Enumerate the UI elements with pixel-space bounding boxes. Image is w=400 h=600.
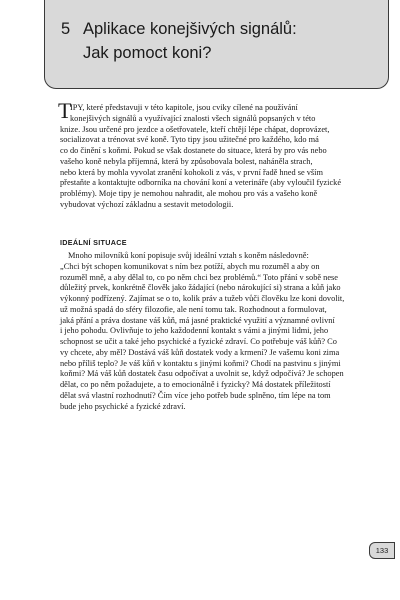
paragraph-line: už možná spadá do sféry filozofie, ale není tomu tak. Rozhodnout a formulovat, [60,304,327,314]
intro-paragraph [58,98,360,211]
drop-cap: T [58,98,72,123]
paragraph-line: koňmi? Má váš kůň dostatek času odpočívat a uvolnit se, když odpočívá? Je schopen [60,369,344,379]
paragraph-line: Mnoho milovníků koní popisuje svůj ideální vztah s koněm následovně: [68,251,309,260]
paragraph-line: vy chcete, aby měl? Dostává váš kůň dostatek vody a krmení? Je vašemu koni zima [60,347,340,357]
paragraph-line: rozuměl mně, a aby dělal to, co po něm chci bez problémů.“ Toto přání v sobě nese [60,272,338,282]
paragraph-line: knize. Jsou určené pro jezdce a ošetřovatele, kteří chtějí lépe chápat, doprovázet, [60,124,330,134]
paragraph-line: bude jeho psychické a fyzické zdraví. [60,401,186,411]
chapter-title-line: Jak pomoct koni? [83,44,212,62]
paragraph-line: co do činění s koňmi. Pokud se však dostanete do situace, která by pro vás nebo [60,146,327,155]
paragraph-line: i jeho pohodu. Ovlivňuje to jeho každodenní kontakt s vámi a jinými lidmi, jeho [60,326,329,336]
section-heading: IDEÁLNÍ SITUACE [60,238,127,247]
paragraph-line: problémy). Moje tipy je nemohou nahradit, ale mohou pro vás a vašeho koně [60,189,318,198]
paragraph-line: nebo příliš teplo? Je váš kůň v kontaktu s jinými koňmi? Chodí na pastvinu s jinými [60,358,341,368]
paragraph-line: důležitý prvek, konkrétně člověk jako žádající (nebo nárokující si) strana a kůň jako [60,283,341,293]
paragraph-line: vašeho koně nebyla příjemná, která by způsobovala bolest, nahánělа strach, [60,156,313,166]
chapter-header [44,0,389,89]
paragraph-line: dělat, co po něm požadujete, a to emocionálně i fyzicky? Má dostatek příležitostí [60,380,331,389]
paragraph-line: „Chci být schopen komunikovat s ním bez potíží, abych mu rozuměl a aby on [60,261,320,271]
paragraph-line: dělat svá vlastní rozhodnutí? Čím více jeho potřeb bude splněno, tím lépe na tom [60,390,331,400]
page-number: 133 [369,542,395,559]
paragraph-line: výkonný podřízený. Zajímat se o to, kolik práv a tužeb vůči člověku lze koni dovolit, [60,294,345,303]
chapter-title [83,17,373,65]
chapter-title-line: Aplikace konejšivých signálů: [83,20,297,38]
section-paragraph [60,251,360,412]
paragraph-line: schopnost se učit a také jeho psychické a fyzické zdraví. Co potřebuje váš kůň? Co [60,337,337,346]
paragraph-line: vybudovat výchozí základnu a sestavit metodologii. [60,199,234,209]
paragraph-line: přestaňte a kontaktujte odborníka na chování koní a veterináře (aby vyloučil fyzické [60,178,342,188]
paragraph-line: nebo která by mohla vyvolat zranění kohokoli z vás, v první řadě hned se vším [60,167,323,177]
paragraph-line: konejšivých signálů a využívající znalosti všech signálů popsaných v této [70,113,316,123]
paragraph-line: jaká přání a práva dostane váš kůň, má jasné praktické využití a významné ovlivní [60,315,335,325]
paragraph-line: IPY, které představuji v této kapitole, jsou cviky cílené na používání [70,103,298,112]
paragraph-line: socializovat a trénovat své koně. Tyto tipy jsou užitečné pro každého, kdo má [60,135,319,145]
chapter-number: 5 [61,20,71,38]
